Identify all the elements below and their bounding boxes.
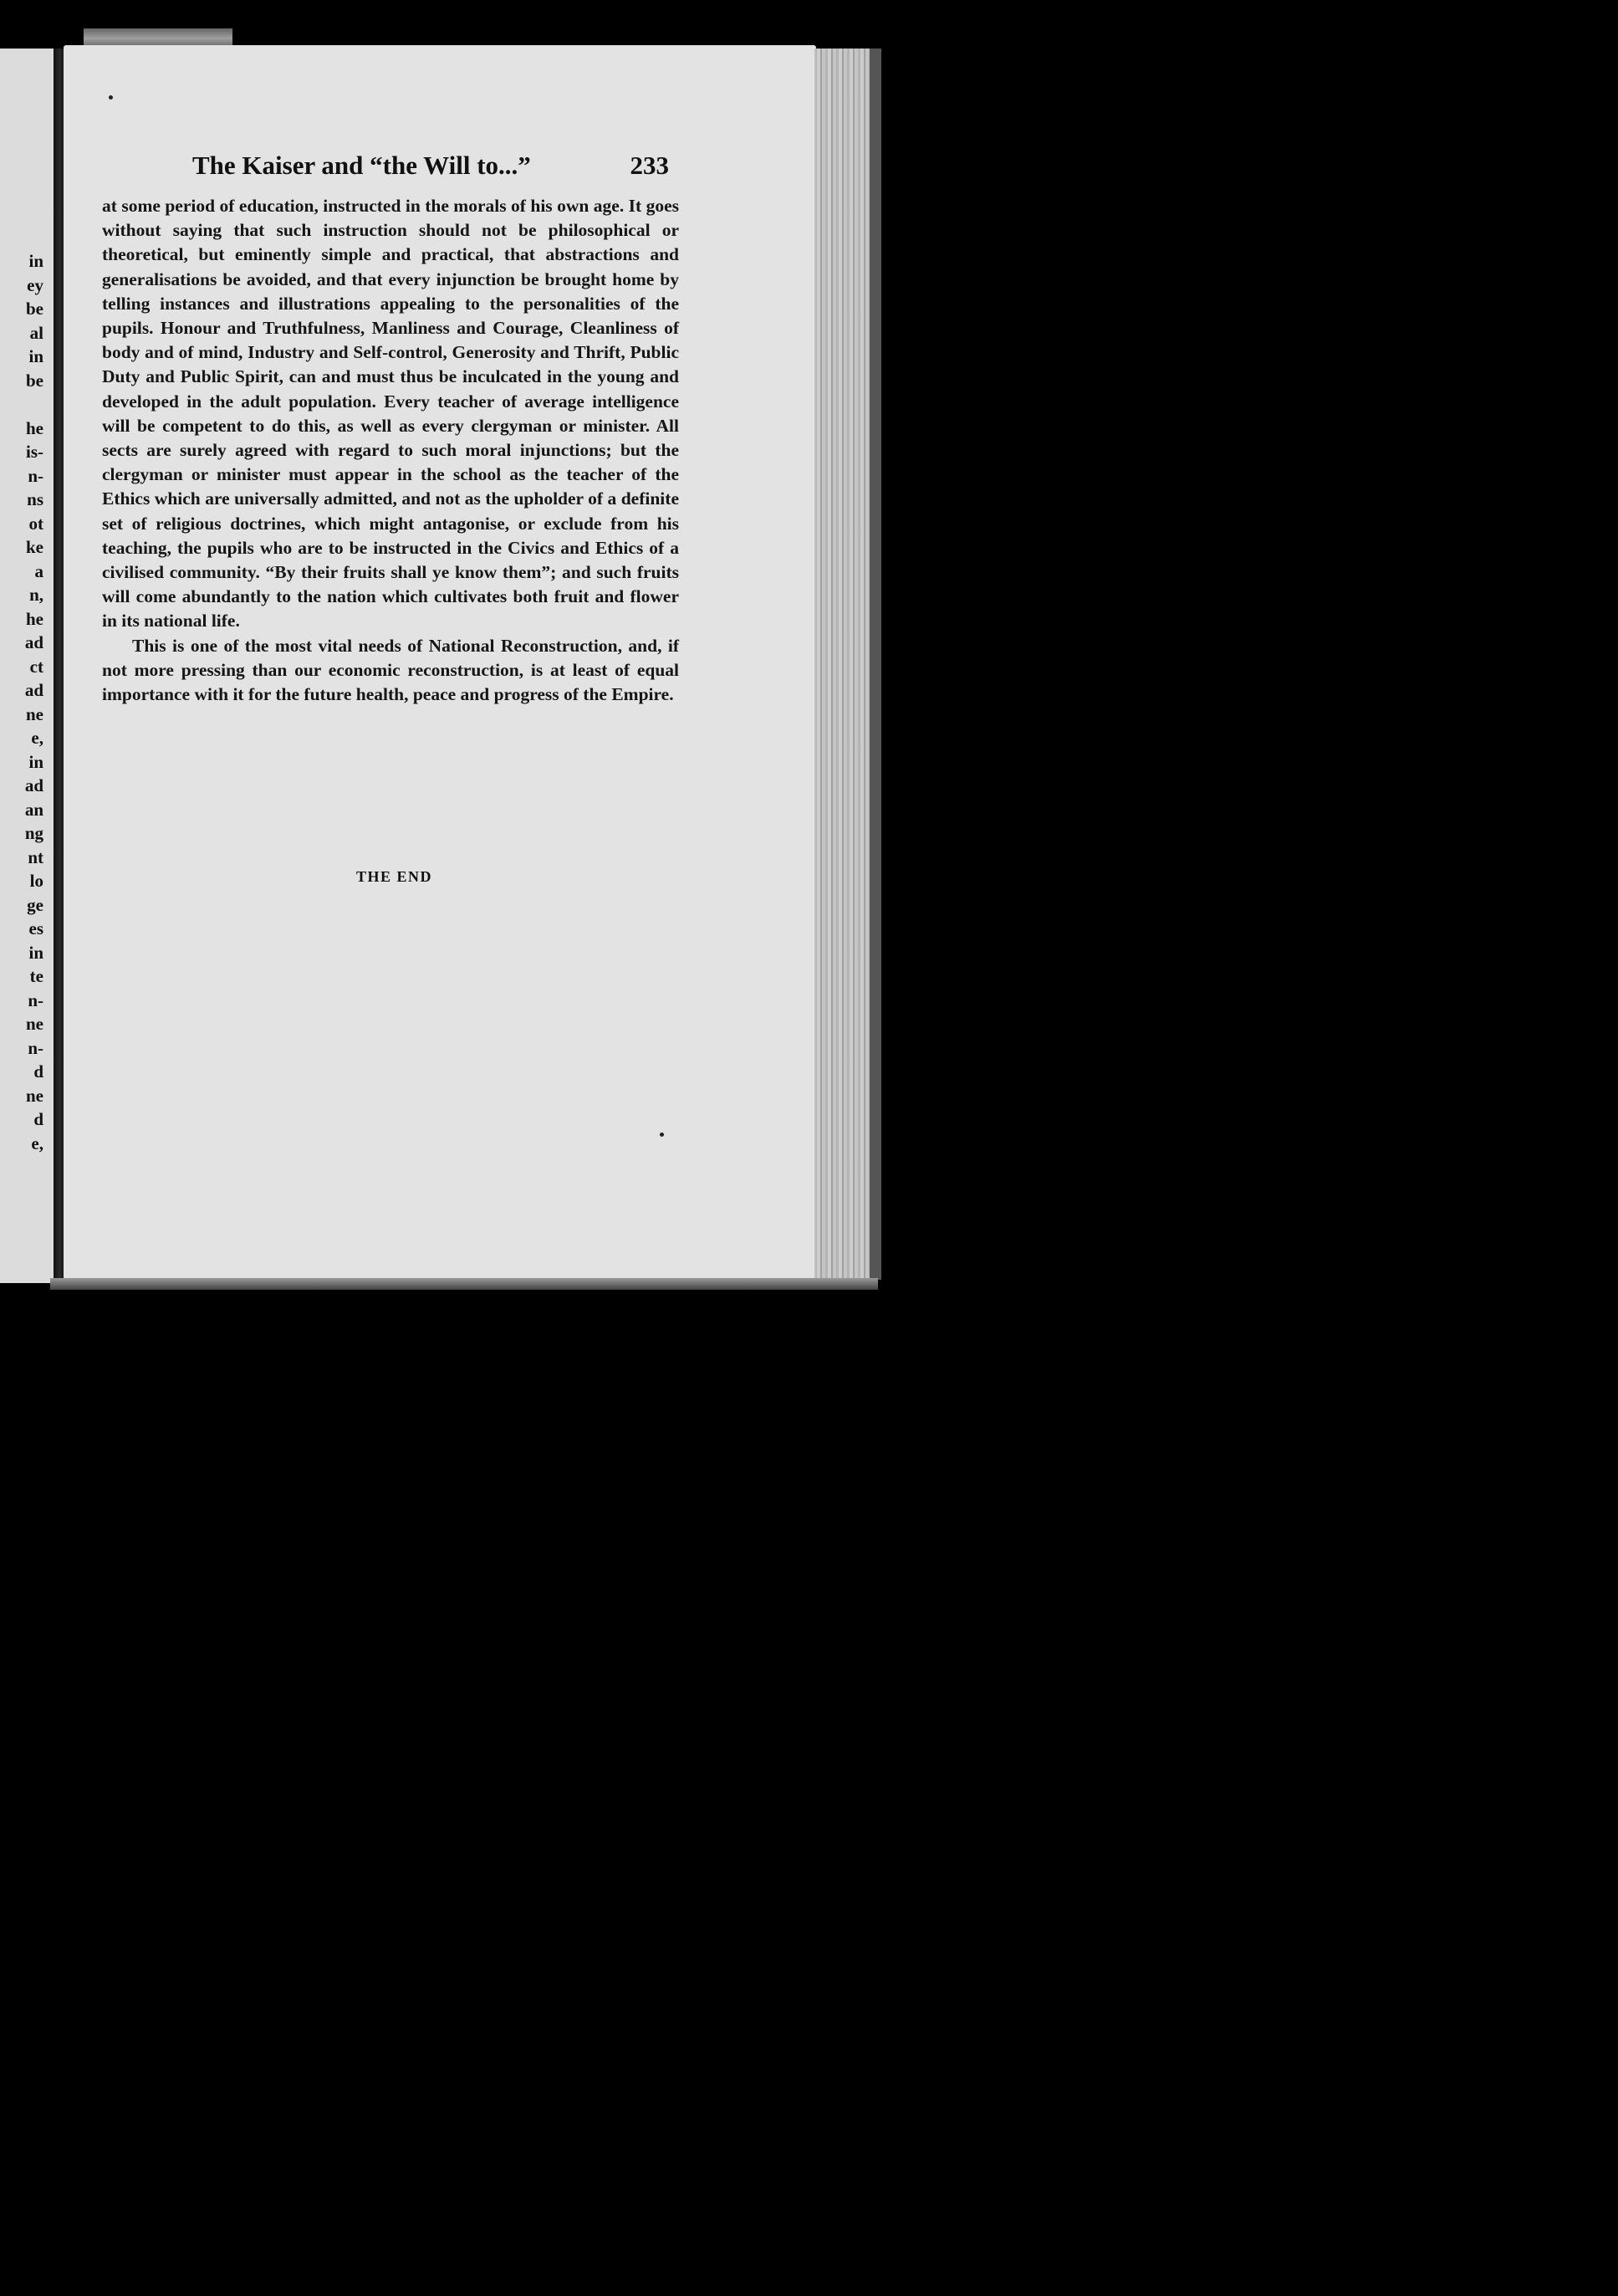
facing-page-line-endings: in ey be al in be he is- n- ns ot ke a n, he ad ct ad ne e, in ad an ng nt lo ge es in te n- ne n- d ne d e,	[24, 251, 43, 1153]
page-edges-shadow	[870, 49, 881, 1280]
page-bottom-edge	[50, 1278, 878, 1290]
paragraph: at some period of education, instructed in the morals of his own age. It goes without saying that such instruction should not be philosophical or theoretical, but eminently simple and practical, that abstractions and generalisations be avoided, and that every injunction be brought home by telling instances and illustrations appealing to the personalities of the pupils. Honour and Truthfulness, Manliness and Courage, Cleanliness of body and of mind, Industry and Self-control, Generosity and Thrift, Public Duty and Public Spirit, can and must thus be inculcated in the young and developed in the adult population. Every teacher of average intelligence will be competent to do this, as well as every clergyman or minister. All sects are surely agreed with regard to such moral injunctions; but the clergyman or minister must appear in the school as the teacher of the Ethics which are universally admitted, and not as the upholder of a definite set of religious doctrines, which might antagonise, or exclude from his teaching, the pupils who are to be instructed in the Civics and Ethics of a civilised community. “By their fruits shall ye know them”; and such fruits will come abundantly to the nation which cultivates both fruit and flower in its national life.	[102, 196, 679, 632]
scan-speck	[109, 95, 113, 100]
film-edge-strip	[84, 28, 232, 45]
page-number: 233	[630, 151, 669, 180]
body-text	[102, 194, 679, 707]
paragraph: This is one of the most vital needs of National Reconstruction, and, if not more pressing than our economic reconstruction, is at least of equal importance with it for the future health, peace and progress of the Empire.	[102, 635, 679, 705]
facing-page-fragment	[0, 49, 56, 1283]
page-edges	[814, 49, 878, 1280]
page-header	[192, 151, 669, 187]
running-title: The Kaiser and “the Will to...”	[192, 151, 531, 180]
scan-speck	[660, 1133, 664, 1137]
end-marker: THE END	[356, 868, 433, 885]
